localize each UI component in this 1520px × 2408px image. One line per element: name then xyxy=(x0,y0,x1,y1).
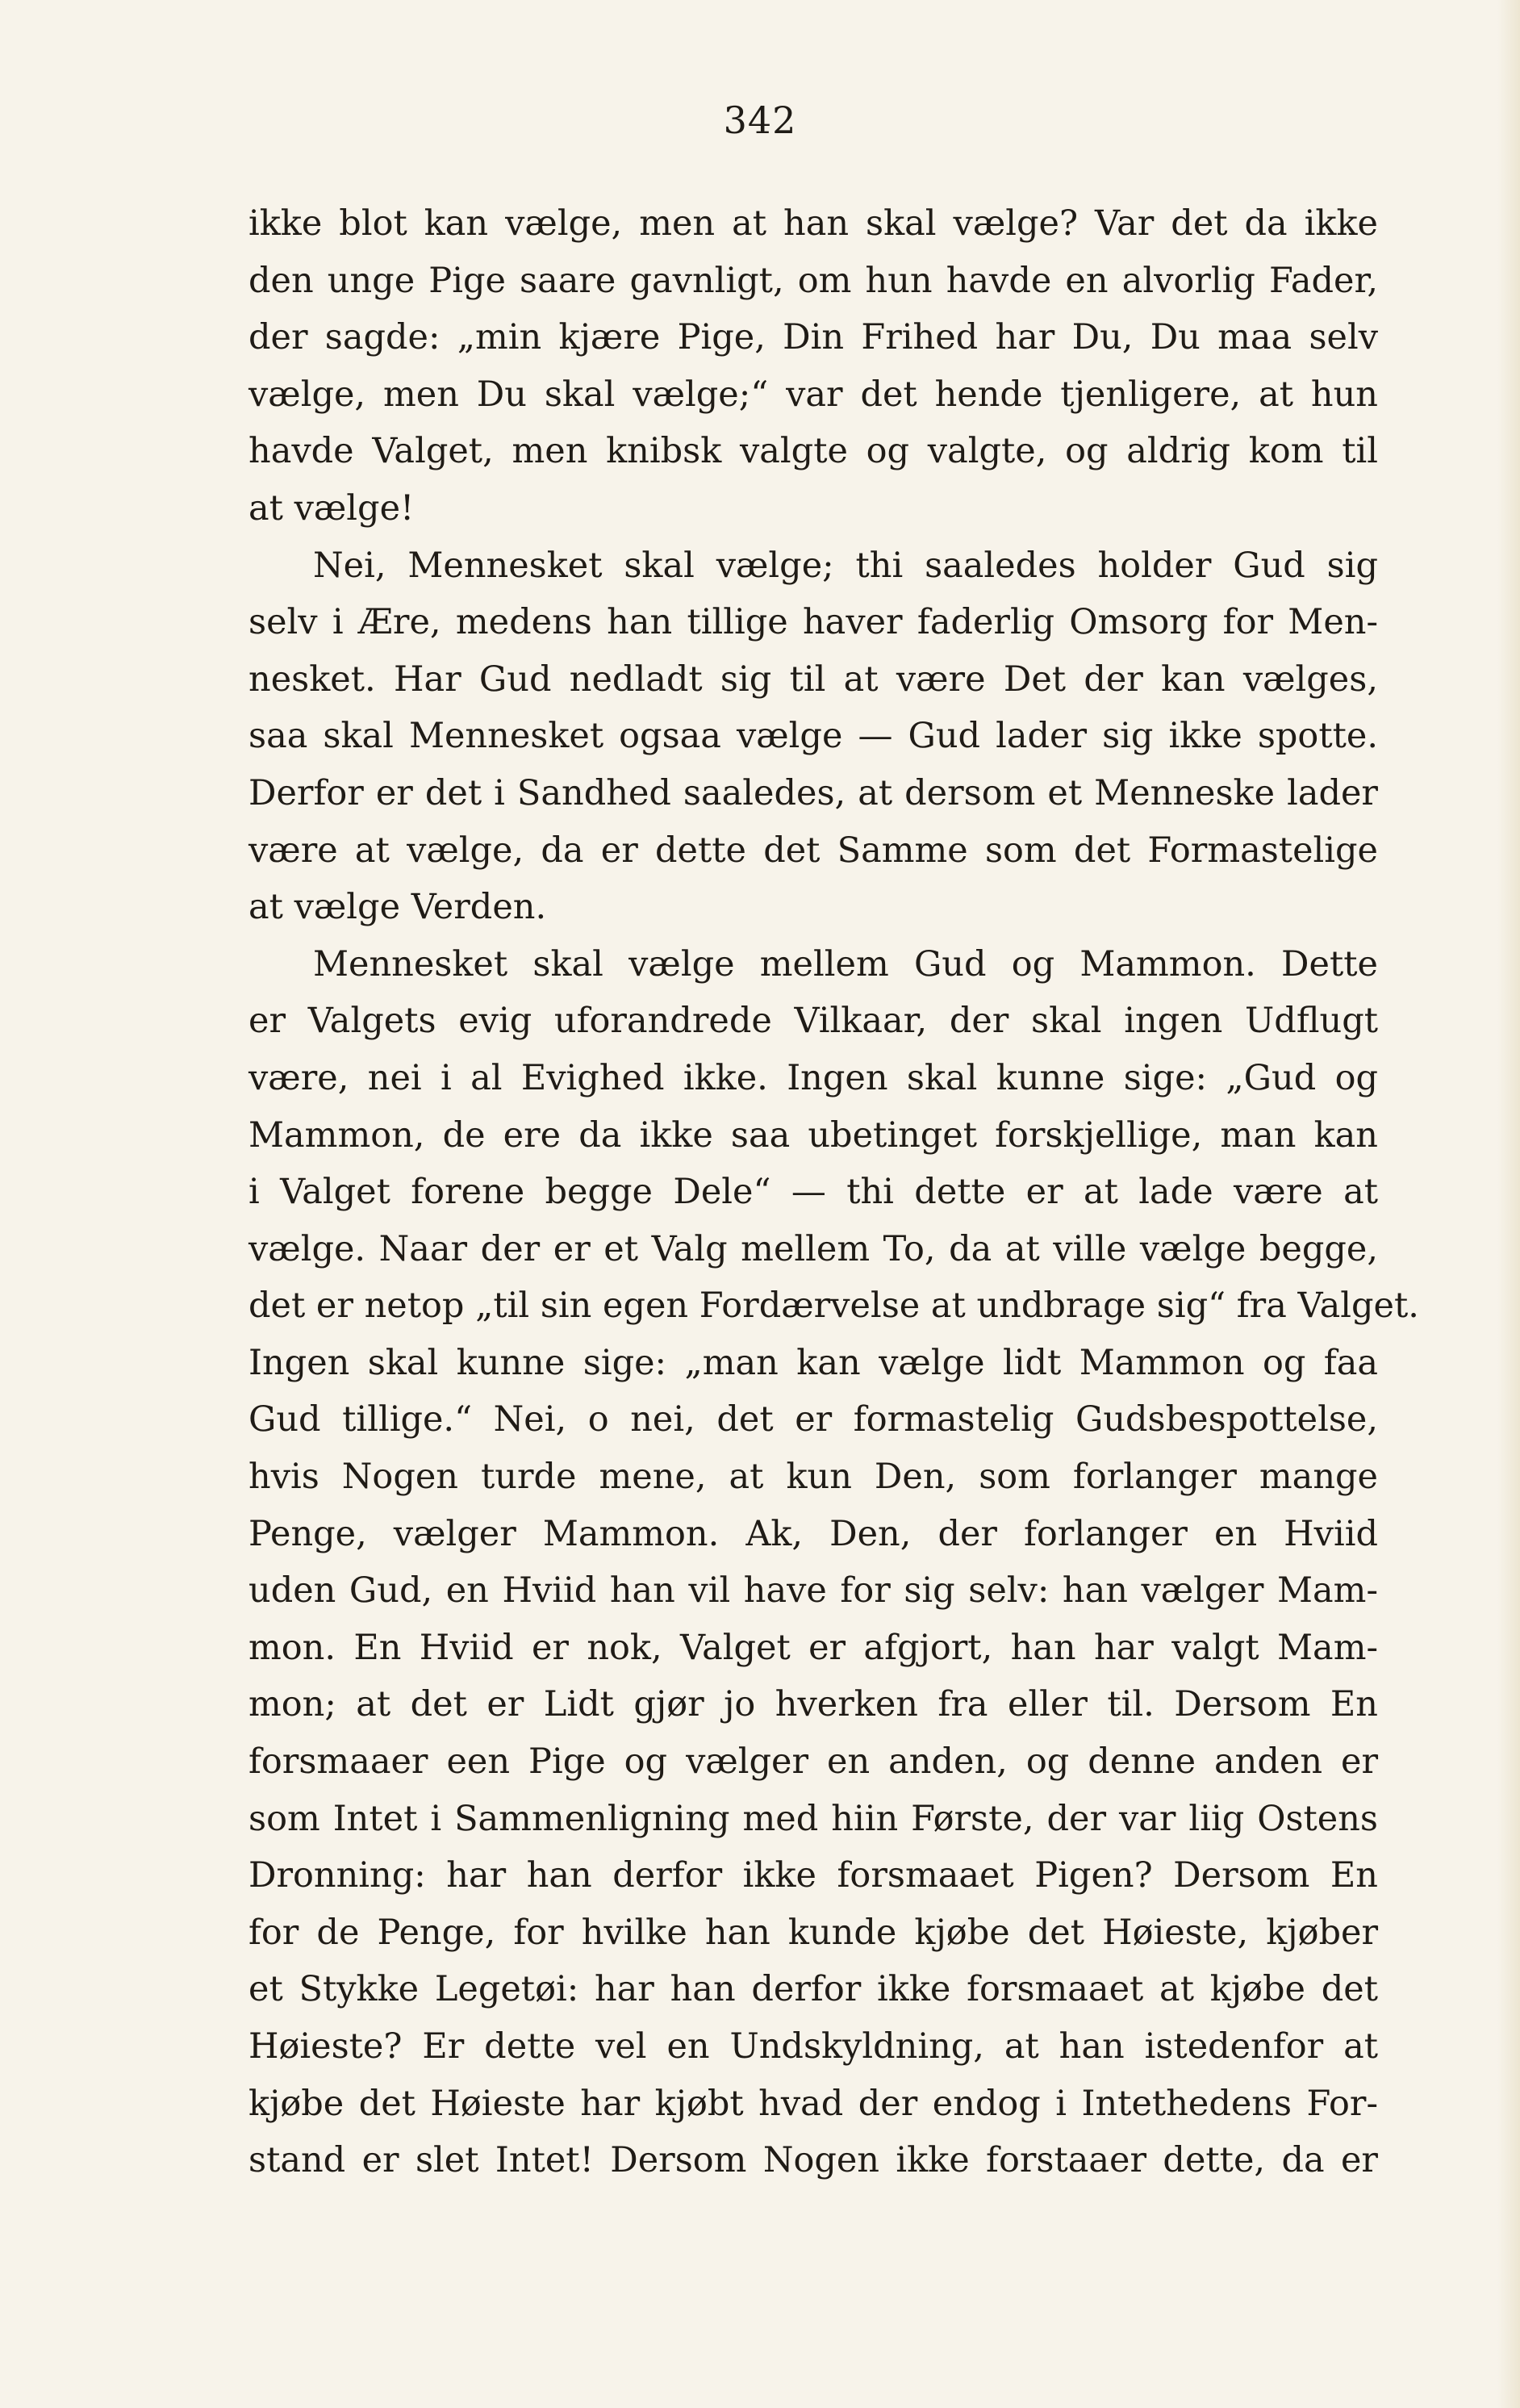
text-line: kjøbe det Høieste har kjøbt hvad der endog i Intethedens For- xyxy=(248,2083,1378,2124)
text-line: i Valget forene begge Dele“ — thi dette er at lade være at xyxy=(248,1172,1378,1213)
text-line: Nei, Mennesket skal vælge; thi saaledes holder Gud sig xyxy=(313,545,1378,586)
text-line: Mammon, de ere da ikke saa ubetinget forskjellige, man kan xyxy=(248,1114,1378,1156)
text-line: er Valgets evig uforandrede Vilkaar, der skal ingen Udflugt xyxy=(248,1001,1378,1042)
text-line: Derfor er det i Sandhed saaledes, at dersom et Menneske lader xyxy=(248,772,1378,813)
text-line: nesket. Har Gud nedladt sig til at være Det der kan vælges, xyxy=(248,658,1378,700)
text-line: den unge Pige saare gavnligt, om hun havde en alvorlig Fader, xyxy=(248,260,1378,301)
page-number: 342 xyxy=(723,98,797,142)
text-line: at vælge Verden. xyxy=(248,887,547,928)
text-line: ikke blot kan vælge, men at han skal vælge? Var det da ikke xyxy=(248,203,1378,244)
text-line: Ingen skal kunne sige: „man kan vælge lidt Mammon og faa xyxy=(248,1342,1378,1383)
text-line: vælge, men Du skal vælge;“ var det hende tjenligere, at hun xyxy=(248,374,1378,415)
text-line: et Stykke Legetøi: har han derfor ikke forsmaaet at kjøbe det xyxy=(248,1969,1378,2010)
body-text xyxy=(248,195,1419,2189)
text-line: der sagde: „min kjære Pige, Din Frihed har Du, Du maa selv xyxy=(248,317,1378,358)
text-line: Høieste? Er dette vel en Undskyldning, at han istedenfor at xyxy=(248,2026,1378,2067)
text-line: Gud tillige.“ Nei, o nei, det er formastelig Gudsbespottelse, xyxy=(248,1399,1378,1440)
text-line: Mennesket skal vælge mellem Gud og Mammon. Dette xyxy=(313,943,1378,985)
text-line: som Intet i Sammenligning med hiin Første, der var liig Ostens xyxy=(248,1798,1378,1839)
text-line: mon. En Hviid er nok, Valget er afgjort, han har valgt Mam- xyxy=(248,1627,1378,1668)
text-line: uden Gud, en Hviid han vil have for sig selv: han vælger Mam- xyxy=(248,1570,1378,1612)
text-line: for de Penge, for hvilke han kunde kjøbe det Høieste, kjøber xyxy=(248,1912,1378,1953)
text-line: være at vælge, da er dette det Samme som det Formastelige xyxy=(248,830,1378,871)
text-line: stand er slet Intet! Dersom Nogen ikke forstaaer dette, da er xyxy=(248,2140,1378,2181)
text-line: forsmaaer een Pige og vælger en anden, og denne anden er xyxy=(248,1741,1378,1783)
text-line: hvis Nogen turde mene, at kun Den, som forlanger mange xyxy=(248,1457,1378,1498)
page-edge-shadow xyxy=(1497,0,1520,2408)
text-line: at vælge! xyxy=(248,487,415,529)
text-line: saa skal Mennesket ogsaa vælge — Gud lader sig ikke spotte. xyxy=(248,716,1378,757)
text-line: havde Valget, men knibsk valgte og valgte, og aldrig kom til xyxy=(248,431,1378,472)
text-line: Penge, vælger Mammon. Ak, Den, der forlanger en Hviid xyxy=(248,1513,1378,1554)
text-line: selv i Ære, medens han tillige haver faderlig Omsorg for Men- xyxy=(248,602,1378,643)
text-line: mon; at det er Lidt gjør jo hverken fra eller til. Dersom En xyxy=(248,1684,1378,1725)
text-line: vælge. Naar der er et Valg mellem To, da at ville vælge begge, xyxy=(248,1228,1378,1269)
text-line: det er netop „til sin egen Fordærvelse at undbrage sig“ fra Valget. xyxy=(248,1286,1419,1327)
text-line: Dronning: har han derfor ikke forsmaaet Pigen? Dersom En xyxy=(248,1855,1378,1896)
text-line: være, nei i al Evighed ikke. Ingen skal kunne sige: „Gud og xyxy=(248,1057,1378,1098)
